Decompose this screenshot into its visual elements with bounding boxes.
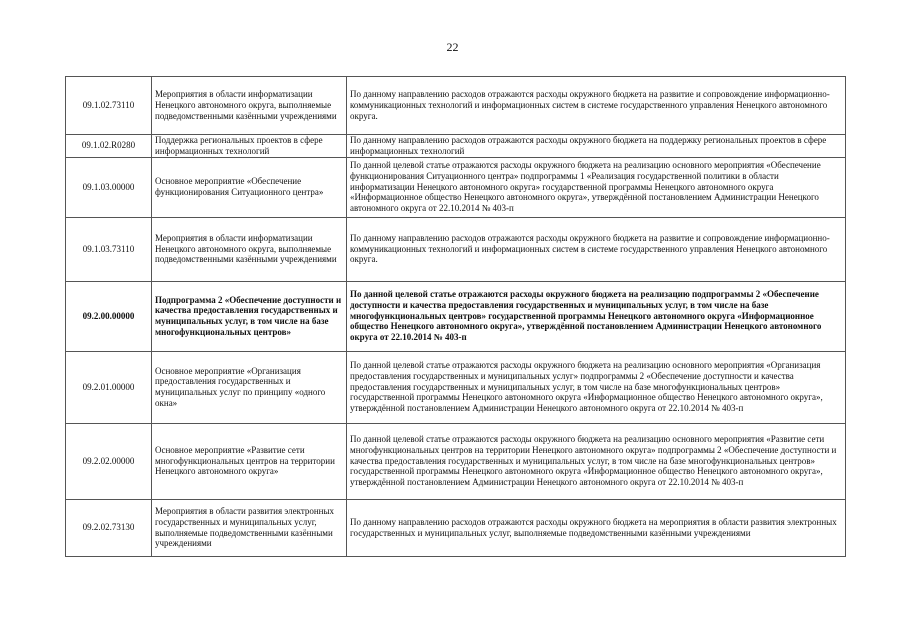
table-row xyxy=(66,157,846,217)
item-description-cell: По данному направлению расходов отражаются расходы окружного бюджета на мероприятия в области развития электронных государственных и муниципальных услуг, выполняемые подведомственными казёнными учреждениями xyxy=(347,499,846,556)
budget-code-cell: 09.1.03.00000 xyxy=(66,157,152,217)
table-row xyxy=(66,77,846,135)
budget-code-cell: 09.1.03.73110 xyxy=(66,217,152,281)
item-description-cell: По данной целевой статье отражаются расходы окружного бюджета на реализацию основного мероприятия «Развитие сети многофункциональных центров на территории Ненецкого автономного округа» подпрограммы 2 «Обеспечение доступности и качества предоставления государственных и муниципальных услуг, в том числе на базе многофункциональных центров» государственной программы Ненецкого автономного округа «Информационное общество Ненецкого автономного округа», утверждённой постановлением Администрации Ненецкого автономного округа от 22.10.2014 № 403-п xyxy=(347,423,846,499)
item-name-cell: Мероприятия в области развития электронных государственных и муниципальных услуг, выполняемые подведомственными казёнными учреждениями xyxy=(152,499,347,556)
table-row xyxy=(66,281,846,351)
budget-code-cell: 09.2.00.00000 xyxy=(66,281,152,351)
budget-code-cell: 09.1.02.R0280 xyxy=(66,135,152,158)
item-description-cell: По данной целевой статье отражаются расходы окружного бюджета на реализацию основного мероприятия «Обеспечение функционирования Ситуационного центра» подпрограммы 1 «Реализация государственной политики в области информатизации Ненецкого автономного округа» государственной программы Ненецкого автономного округа «Информационное общество Ненецкого автономного округа», утверждённой постановлением Администрации Ненецкого автономного округа от 22.10.2014 № 403-п xyxy=(347,157,846,217)
table-row xyxy=(66,217,846,281)
item-name-cell: Мероприятия в области информатизации Ненецкого автономного округа, выполняемые подведомственными казёнными учреждениями xyxy=(152,77,347,135)
item-name-cell: Поддержка региональных проектов в сфере информационных технологий xyxy=(152,135,347,158)
table-body xyxy=(66,77,846,557)
item-name-cell: Мероприятия в области информатизации Ненецкого автономного округа, выполняемые подведомственными казёнными учреждениями xyxy=(152,217,347,281)
table-row xyxy=(66,351,846,423)
item-description-cell: По данному направлению расходов отражаются расходы окружного бюджета на развитие и сопровождение информационно-коммуникационных технологий и информационных систем в системе государственного управления Ненецкого автономного округа. xyxy=(347,217,846,281)
table-row xyxy=(66,423,846,499)
budget-code-cell: 09.2.01.00000 xyxy=(66,351,152,423)
item-description-cell: По данной целевой статье отражаются расходы окружного бюджета на реализацию подпрограммы 2 «Обеспечение доступности и качества предоставления государственных и муниципальных услуг, в том числе на базе многофункциональных центров» государственной программы Ненецкого автономного округа «Информационное общество Ненецкого автономного округа», утверждённой постановлением Администрации Ненецкого автономного округа от 22.10.2014 № 403-п xyxy=(347,281,846,351)
budget-code-cell: 09.2.02.00000 xyxy=(66,423,152,499)
table-row xyxy=(66,135,846,158)
page-number: 22 xyxy=(446,40,459,54)
item-name-cell: Основное мероприятие «Развитие сети многофункциональных центров на территории Ненецкого автономного округа» xyxy=(152,423,347,499)
item-description-cell: По данной целевой статье отражаются расходы окружного бюджета на реализацию основного мероприятия «Организация предоставления государственных и муниципальных услуг» подпрограммы 2 «Обеспечение доступности и качества предоставления государственных и муниципальных услуг, в том числе на базе многофункциональных центров» государственной программы Ненецкого автономного округа «Информационное общество Ненецкого автономного округа», утверждённой постановлением Администрации Ненецкого автономного округа от 22.10.2014 № 403-п xyxy=(347,351,846,423)
budget-classification-table xyxy=(65,76,846,557)
item-description-cell: По данному направлению расходов отражаются расходы окружного бюджета на поддержку региональных проектов в сфере информационных технологий xyxy=(347,135,846,158)
budget-code-cell: 09.2.02.73130 xyxy=(66,499,152,556)
item-name-cell: Подпрограмма 2 «Обеспечение доступности и качества предоставления государственных и муниципальных услуг, в том числе на базе многофункциональных центров» xyxy=(152,281,347,351)
table-row xyxy=(66,499,846,556)
item-name-cell: Основное мероприятие «Обеспечение функционирования Ситуационного центра» xyxy=(152,157,347,217)
item-description-cell: По данному направлению расходов отражаются расходы окружного бюджета на развитие и сопровождение информационно-коммуникационных технологий и информационных систем в системе государственного управления Ненецкого автономного округа. xyxy=(347,77,846,135)
budget-code-cell: 09.1.02.73110 xyxy=(66,77,152,135)
item-name-cell: Основное мероприятие «Организация предоставления государственных и муниципальных услуг по принципу «одного окна» xyxy=(152,351,347,423)
